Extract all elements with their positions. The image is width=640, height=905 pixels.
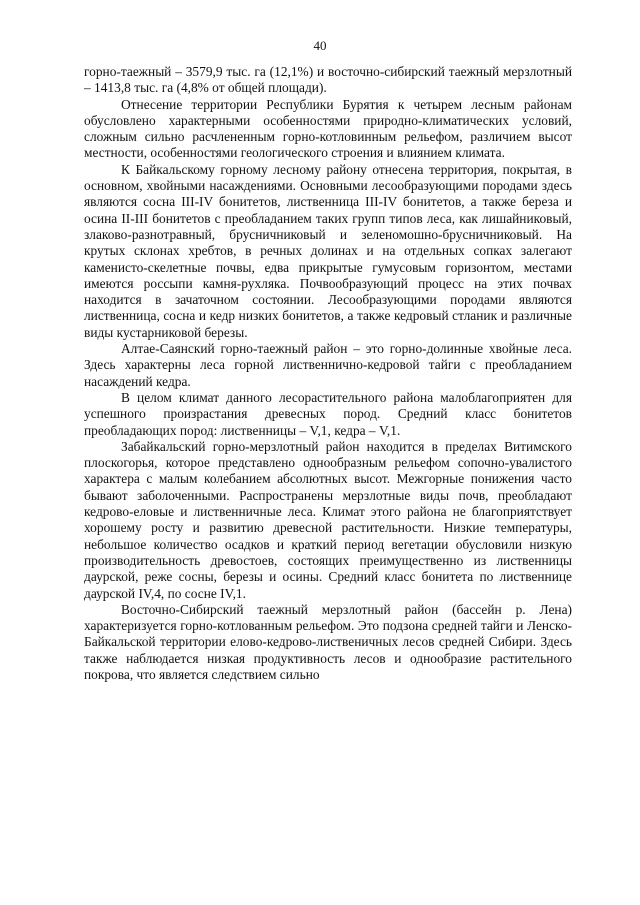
paragraph: В целом климат данного лесорастительного района малоблагоприятен для успешного произрастания древесных пород. Средний класс бонитетов преобладающих пород: лиственницы – V,1, кедра – V,1. [84,389,572,438]
paragraph: Отнесение территории Республики Бурятия к четырем лесным районам обусловлено характерными особенностями природно-климатических условий, сложным сильно расчлененным горно-котловинным рельефом, различием высот местности, особенностями геологического строения и влиянием климата. [84,96,572,161]
page-number: 40 [313,38,327,53]
paragraph: горно-таежный – 3579,9 тыс. га (12,1%) и восточно-сибирский таежный мерзлотный – 1413,8 тыс. га (4,8% от общей площади). [84,64,572,96]
paragraph: К Байкальскому горному лесному району отнесена территория, покрытая, в основном, хвойными насаждениями. Основными лесообразующими породами здесь являются сосна III-IV бонитетов, лиственница III-IV бонитетов, а также береза и осина II-III бонитетов с преобладанием таких групп типов леса, как лишайниковый, злаково-разнотравный, брусничниковый и зеленомошно-брусничниковый. На крутых склонах хребтов, в речных долинах и на отдельных сопках залегают каменисто-скелетные почвы, едва прикрытые гумусовым горизонтом, местами имеются россыпи камня-рухляка. Почвообразующий процесс на этих почвах находится в зачаточном состоянии. Лесообразующими породами являются лиственница, сосна и кедр низких бонитетов, а также кедровый стланик и различные виды кустарниковой березы. [84,161,572,340]
paragraph: Забайкальский горно-мерзлотный район находится в пределах Витимского плоскогорья, которое представлено однообразным рельефом сопочно-увалистого характера с малым колебанием абсолютных высот. Межгорные понижения часто бывают заболоченными. Распространены мерзлотные виды почв, преобладают кедрово-еловые и лиственничные леса. Климат этого района не благоприятствует хорошему росту и развитию древесной растительности. Низкие температуры, небольшое количество осадков и краткий период вегетации обусловили низкую производительность древостоев, состоящих преимущественно из лиственницы даурской, реже сосны, березы и осины. Средний класс бонитета по лиственнице даурской IV,4, по сосне IV,1. [84,438,572,601]
paragraph: Алтае-Саянский горно-таежный район – это горно-долинные хвойные леса. Здесь характерны леса горной лиственнично-кедровой тайги с преобладанием насаждений кедра. [84,341,572,389]
page-body [84,64,572,683]
paragraph: Восточно-Сибирский таежный мерзлотный район (бассейн р. Лена) характеризуется горно-котлованным рельефом. Это подзона средней тайги и Ленско-Байкальской территории елово-кедрово-лиственичных лесов средней Сибири. Здесь также наблюдается низкая продуктивность лесов и однообразие растительного покрова, что является следствием сильно [84,601,572,682]
